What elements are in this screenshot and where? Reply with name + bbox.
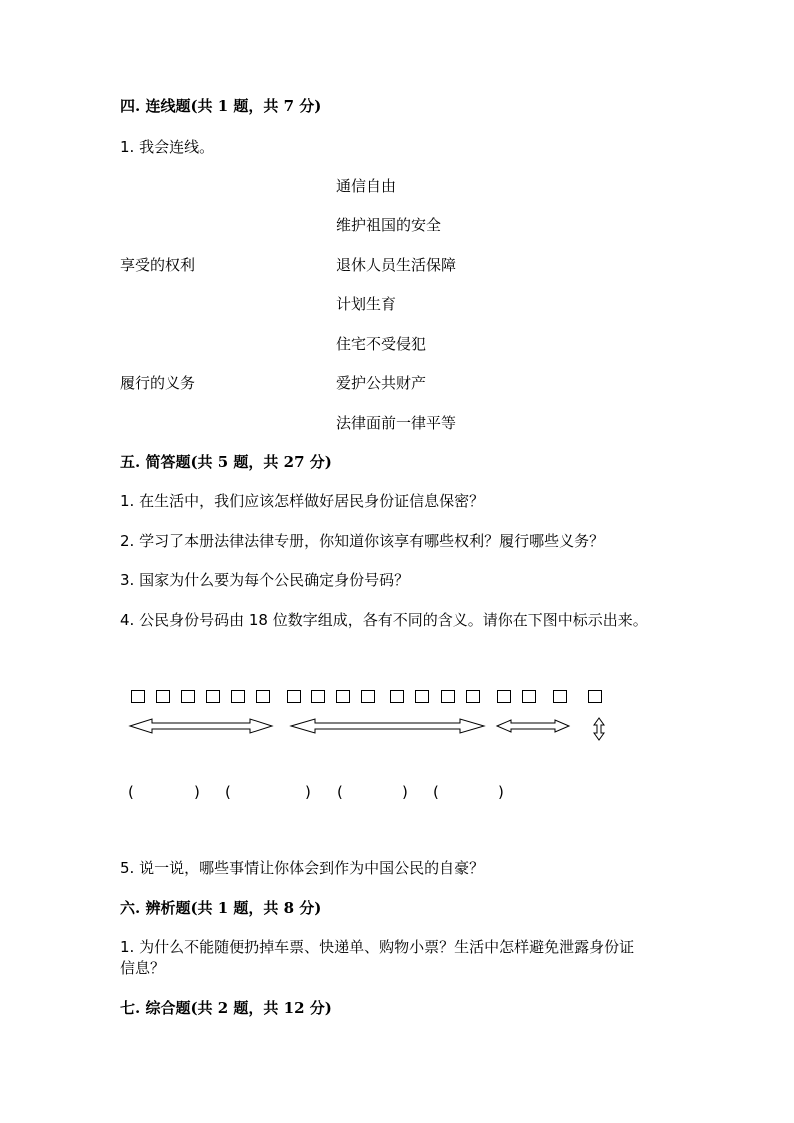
question-5-4: 4. 公民身份号码由 18 位数字组成，各有不同的含义。请你在下图中标示出来。 xyxy=(120,611,648,629)
match-right-item-3: 退休人员生活保障 xyxy=(336,256,457,274)
arrow-check-digit xyxy=(594,718,604,740)
question-5-1: 1. 在生活中，我们应该怎样做好居民身份证信息保密？ xyxy=(120,492,485,510)
match-right-item-5: 住宅不受侵犯 xyxy=(336,335,427,353)
match-right-item-7: 法律面前一律平等 xyxy=(336,414,457,432)
question-6-1-line1: 1. 为什么不能随便扔掉车票、快递单、购物小票？生活中怎样避免泄露身份证 xyxy=(120,938,635,956)
question-4-1: 1. 我会连线。 xyxy=(120,138,215,156)
blank-close-4: ) xyxy=(498,783,504,801)
blank-open-2: ( xyxy=(225,783,231,801)
blank-close-2: ) xyxy=(305,783,311,801)
question-5-3: 3. 国家为什么要为每个公民确定身份号码？ xyxy=(120,571,410,589)
blank-open-3: ( xyxy=(337,783,343,801)
blank-open-1: ( xyxy=(128,783,134,801)
blank-close-1: ) xyxy=(194,783,200,801)
arrow-region-code xyxy=(130,719,272,733)
match-right-item-4: 计划生育 xyxy=(336,295,397,313)
match-right-item-2: 维护祖国的安全 xyxy=(336,216,442,234)
section6-heading: 六. 辨析题(共 1 题，共 8 分) xyxy=(120,899,322,917)
arrow-sequence-code xyxy=(497,720,569,732)
section5-heading: 五. 简答题(共 5 题，共 27 分) xyxy=(120,453,332,471)
question-5-2: 2. 学习了本册法律法律专册，你知道你该享有哪些权利？履行哪些义务？ xyxy=(120,532,605,550)
match-right-item-6: 爱护公共财产 xyxy=(336,374,427,392)
blank-open-4: ( xyxy=(433,783,439,801)
blank-close-3: ) xyxy=(402,783,408,801)
question-5-5: 5. 说一说，哪些事情让你体会到作为中国公民的自豪？ xyxy=(120,859,485,877)
match-left-item-2: 履行的义务 xyxy=(120,374,196,392)
question-6-1-line2: 信息？ xyxy=(120,959,166,977)
arrow-birth-date xyxy=(291,719,484,733)
match-right-item-1: 通信自由 xyxy=(336,177,397,195)
section4-heading: 四. 连线题(共 1 题，共 7 分) xyxy=(120,97,322,115)
match-left-item-1: 享受的权利 xyxy=(120,256,196,274)
section7-heading: 七. 综合题(共 2 题，共 12 分) xyxy=(120,999,332,1017)
